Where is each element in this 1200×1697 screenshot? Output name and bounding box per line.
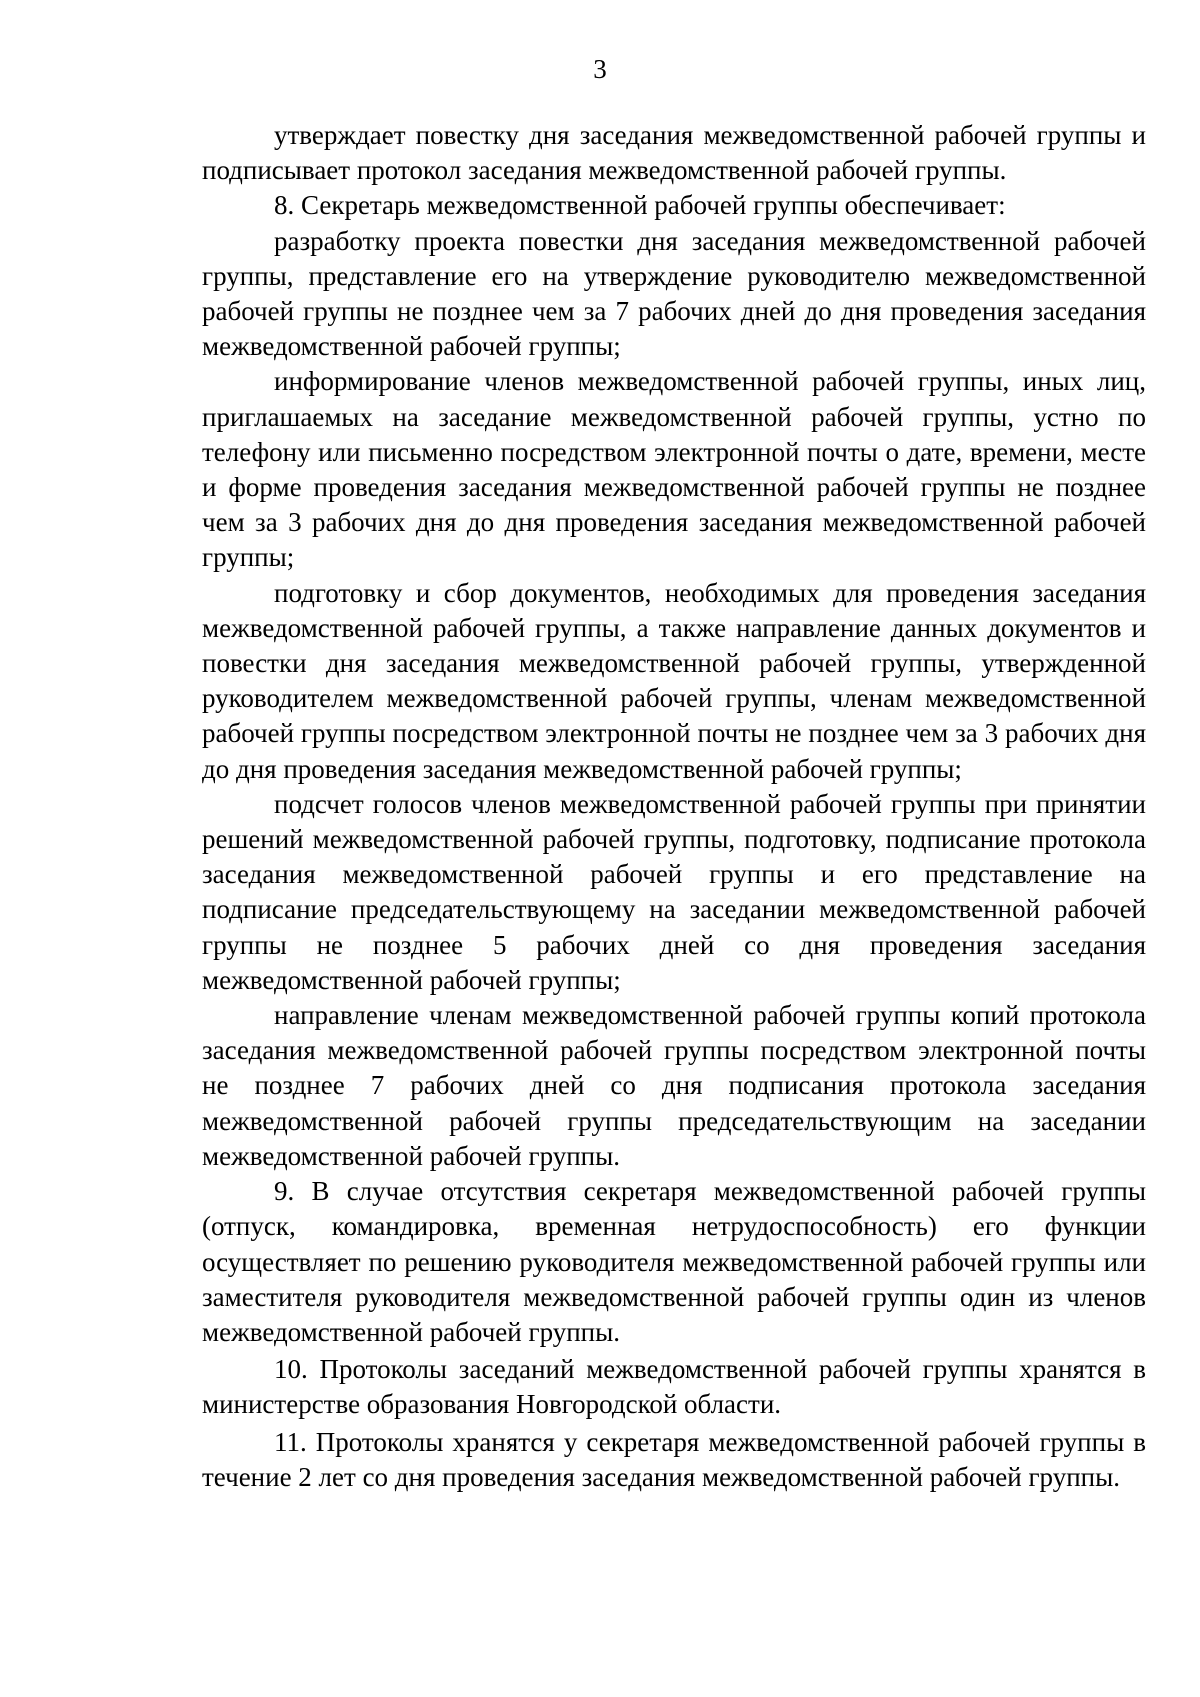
paragraph-documents-preparation: подготовку и сбор документов, необходимых для проведения заседания межведомственной рабочей группы, а также направление данных документов и повестки дня заседания межведомственной рабочей группы, утвержденной руководителем межведомственной рабочей группы, членам межведомственной рабочей группы посредством электронной почты не позднее чем за 3 рабочих дня до дня проведения заседания межведомственной рабочей группы; (202, 577, 1146, 784)
paragraph-11-protocol-retention: 11. Протоколы хранятся у секретаря межведомственной рабочей группы в течение 2 лет со дня проведения заседания межведомственной рабочей группы. (202, 1426, 1146, 1492)
paragraph-10-protocol-storage: 10. Протоколы заседаний межведомственной рабочей группы хранятся в министерстве образования Новгородской области. (202, 1354, 1146, 1420)
paragraph-vote-counting: подсчет голосов членов межведомственной рабочей группы при принятии решений межведомственной рабочей группы, подготовку, подписание протокола заседания межведомственной рабочей группы и его представление на подписание председательствующему на заседании межведомственной рабочей группы не позднее 5 рабочих дней со дня проведения заседания межведомственной рабочей группы; (202, 788, 1146, 995)
paragraph-8-secretary-heading: 8. Секретарь межведомственной рабочей группы обеспечивает: (274, 190, 1006, 221)
document-body (202, 118, 1146, 1495)
paragraph-agenda-drafting: разработку проекта повестки дня заседания межведомственной рабочей группы, представление его на утверждение руководителю межведомственной рабочей группы не позднее чем за 7 рабочих дней до дня проведения заседания межведомственной рабочей группы; (202, 225, 1146, 362)
paragraph-9-secretary-absence: 9. В случае отсутствия секретаря межведомственной рабочей группы (отпуск, командировка, временная нетрудоспособность) его функции осуществляет по решению руководителя межведомственной рабочей группы или заместителя руководителя межведомственной рабочей группы один из членов межведомственной рабочей группы. (202, 1176, 1146, 1347)
page-number: 3 (593, 54, 607, 84)
paragraph-chairman-duties-end: утверждает повестку дня заседания межведомственной рабочей группы и подписывает протокол заседания межведомственной рабочей группы. (202, 120, 1146, 186)
paragraph-protocol-distribution: направление членам межведомственной рабочей группы копий протокола заседания межведомственной рабочей группы посредством электронной почты не позднее 7 рабочих дней со дня подписания протокола заседания межведомственной рабочей группы председательствующим на заседании межведомственной рабочей группы. (202, 1000, 1146, 1171)
paragraph-members-informing: информирование членов межведомственной рабочей группы, иных лиц, приглашаемых на заседание межведомственной рабочей группы, устно по телефону или письменно посредством электронной почты о дате, времени, месте и форме проведения заседания межведомственной рабочей группы не позднее чем за 3 рабочих дня до дня проведения заседания межведомственной рабочей группы; (202, 366, 1146, 573)
